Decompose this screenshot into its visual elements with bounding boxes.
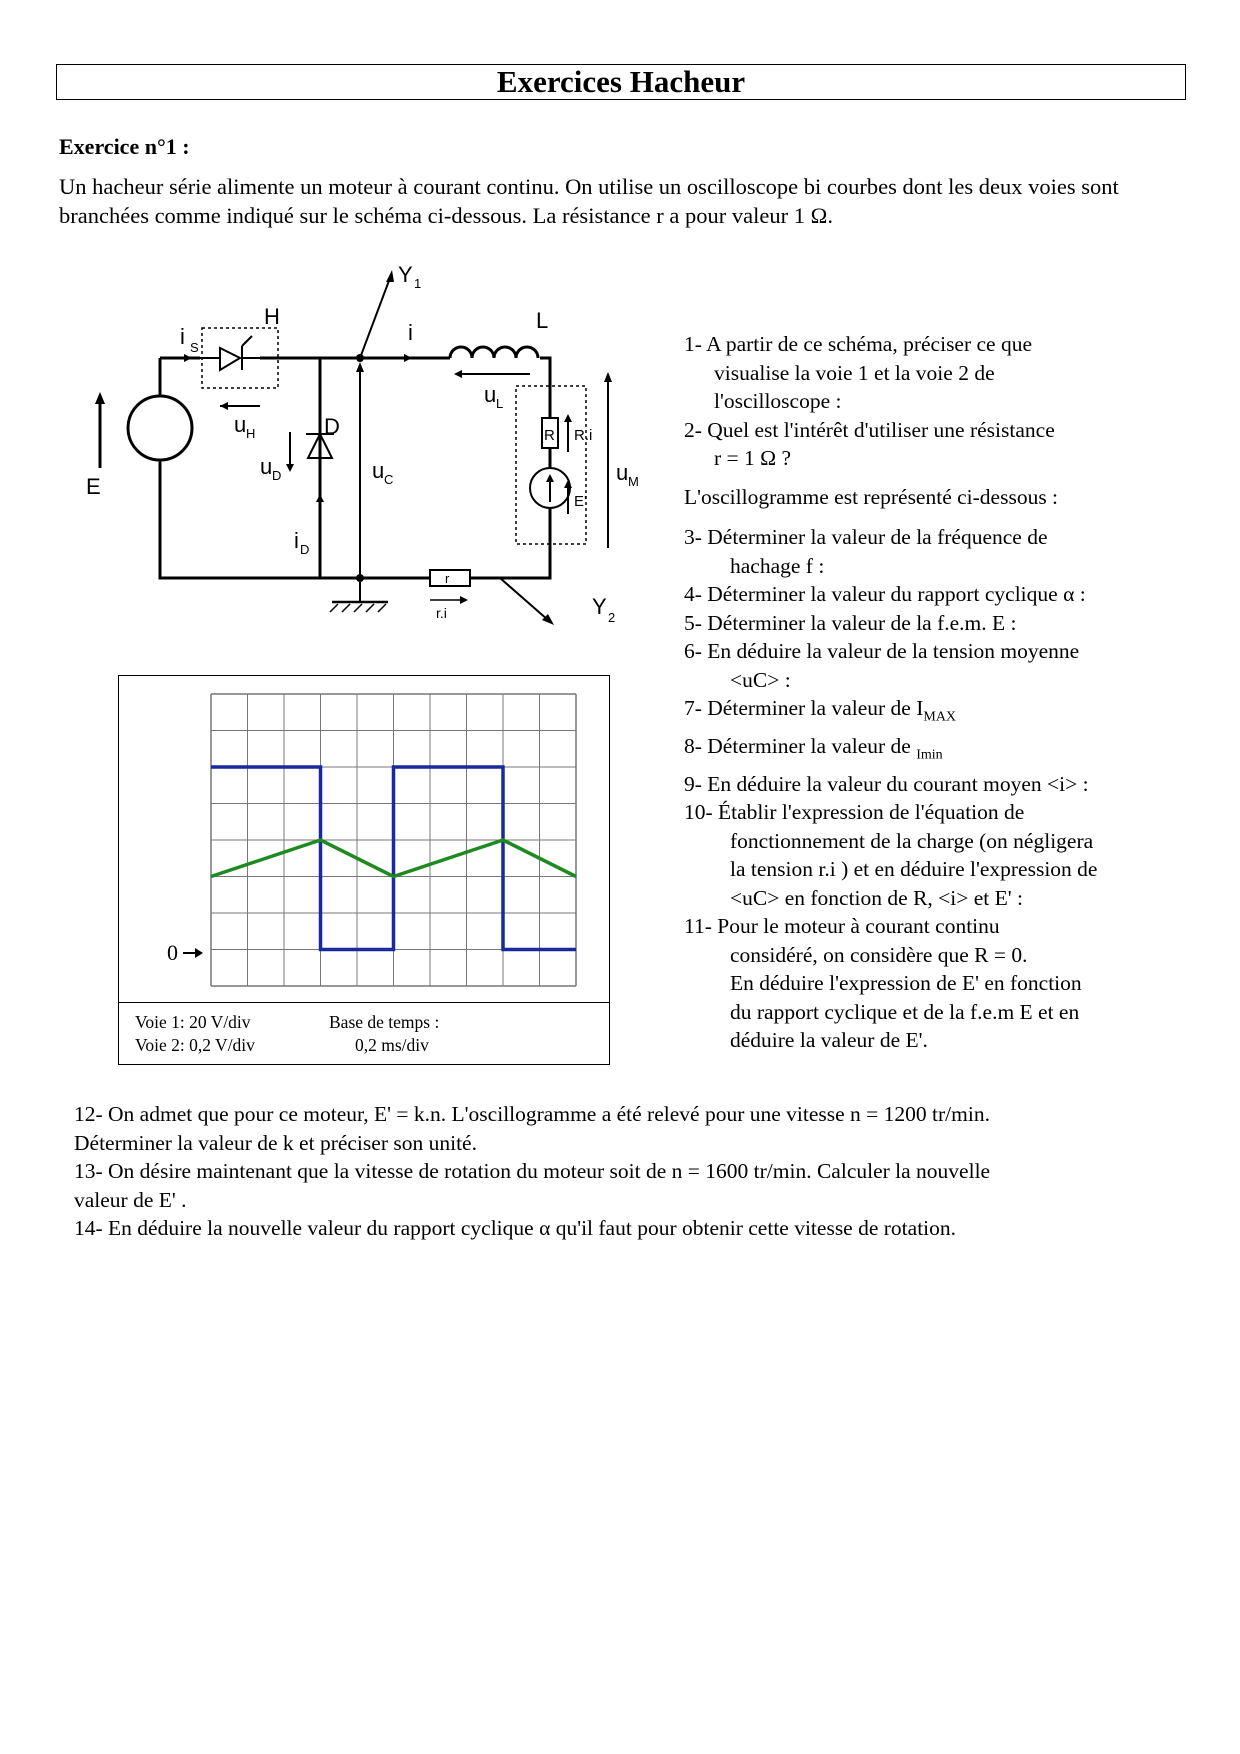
label-R: R: [544, 427, 555, 444]
question-6: 6- En déduire la valeur de la tension moyenne <uC> :: [684, 639, 1080, 692]
label-is: i: [180, 324, 185, 349]
label-H: H: [264, 304, 280, 329]
bottom-questions: [74, 1100, 1194, 1243]
question-14: 14- En déduire la nouvelle valeur du rapport cyclique α qu'il faut pour obtenir cette vitesse de rotation.: [74, 1216, 957, 1240]
legend-timebase-value: 0,2 ms/div: [355, 1035, 429, 1055]
question-13-line2: valeur de E' .: [74, 1187, 187, 1212]
label-uM-sub: M: [628, 474, 639, 489]
question-12-line1: 12- On admet que pour ce moteur, E' = k.n. L'oscillogramme a été relevé pour une vitesse n = 1200 tr/min.: [74, 1102, 990, 1126]
label-uL-sub: L: [496, 396, 504, 411]
oscillogram-intro: L'oscillogramme est représenté ci-dessous :: [684, 484, 1059, 509]
label-Eprime: E': [574, 493, 587, 510]
label-uD-sub: D: [272, 468, 282, 483]
label-uL: u: [484, 382, 497, 407]
question-9: 9- En déduire la valeur du courant moyen <i> :: [684, 771, 1089, 796]
exercise-heading: Exercice n°1 :: [59, 134, 190, 159]
legend-voie1: Voie 1: 20 V/div: [135, 1012, 251, 1032]
page-title: Exercices Hacheur: [56, 64, 1186, 100]
question-5: 5- Déterminer la valeur de la f.e.m. E :: [684, 610, 1017, 635]
label-L: L: [536, 308, 549, 333]
questions-column: [684, 330, 1184, 1055]
question-1: 1- A partir de ce schéma, préciser ce que visualise la voie 1 et la voie 2 de l'oscilloscope :: [684, 332, 1033, 413]
label-Ri: R.i: [574, 427, 593, 444]
oscillogram-legend: [119, 1002, 609, 1064]
question-3: 3- Déterminer la valeur de la fréquence de hachage f :: [684, 525, 1048, 578]
question-4: 4- Déterminer la valeur du rapport cyclique α :: [684, 582, 1086, 606]
label-uD: u: [260, 454, 273, 479]
question-11: 11- Pour le moteur à courant continu considéré, on considère que R = 0. En déduire l'expression de E' en fonction du rapport cyclique et de la f.e.m E et en déduire la valeur de E'.: [684, 914, 1082, 1053]
oscillogram-screen: [119, 676, 609, 1002]
label-i: i: [408, 320, 413, 345]
question-8: 8- Déterminer la valeur de $_{Imin}$: [684, 733, 943, 763]
label-r: r: [445, 571, 450, 586]
label-uH: u: [234, 412, 247, 437]
question-2: 2- Quel est l'intérêt d'utiliser une résistance r = 1 Ω ?: [684, 417, 1055, 470]
label-Y1-sub: 1: [414, 276, 422, 291]
question-7: 7- Déterminer la valeur de $I_{MAX}$: [684, 696, 957, 725]
zero-marker: 0: [167, 940, 178, 965]
label-iD-sub: D: [300, 542, 310, 557]
question-12-line2: Déterminer la valeur de k et préciser son unité.: [74, 1130, 477, 1155]
intro-paragraph: Un hacheur série alimente un moteur à courant continu. On utilise un oscilloscope bi courbes dont les deux voies sont branchées comme indiqué sur le schéma ci-dessous. La résistance r a pour valeur 1 Ω.: [59, 174, 1119, 228]
label-Y1: Y: [398, 262, 413, 287]
label-uC: u: [372, 458, 385, 483]
label-D: D: [324, 414, 340, 439]
zero-marker-arrowhead: [195, 948, 203, 958]
label-uH-sub: H: [246, 426, 256, 441]
question-13-line1: 13- On désire maintenant que la vitesse de rotation du moteur soit de n = 1600 tr/min. Calculer la nouvelle: [74, 1159, 991, 1183]
label-E: E: [86, 474, 101, 499]
label-uC-sub: C: [384, 472, 394, 487]
oscillogram: [118, 675, 610, 1065]
legend-voie2: Voie 2: 0,2 V/div: [135, 1035, 255, 1055]
label-uM: u: [616, 460, 629, 485]
label-iD: i: [294, 528, 299, 553]
circuit-schematic: [60, 258, 660, 638]
label-Y2-sub: 2: [608, 610, 616, 625]
label-is-sub: S: [190, 340, 199, 355]
question-10: 10- Établir l'expression de l'équation de fonctionnement de la charge (on négligera la tension r.i ) et en déduire l'expression de <uC> en fonction de R, <i> et E' :: [684, 800, 1098, 910]
label-ri: r.i: [436, 605, 447, 621]
legend-timebase-title: Base de temps :: [329, 1012, 440, 1032]
label-Y2: Y: [592, 594, 607, 619]
